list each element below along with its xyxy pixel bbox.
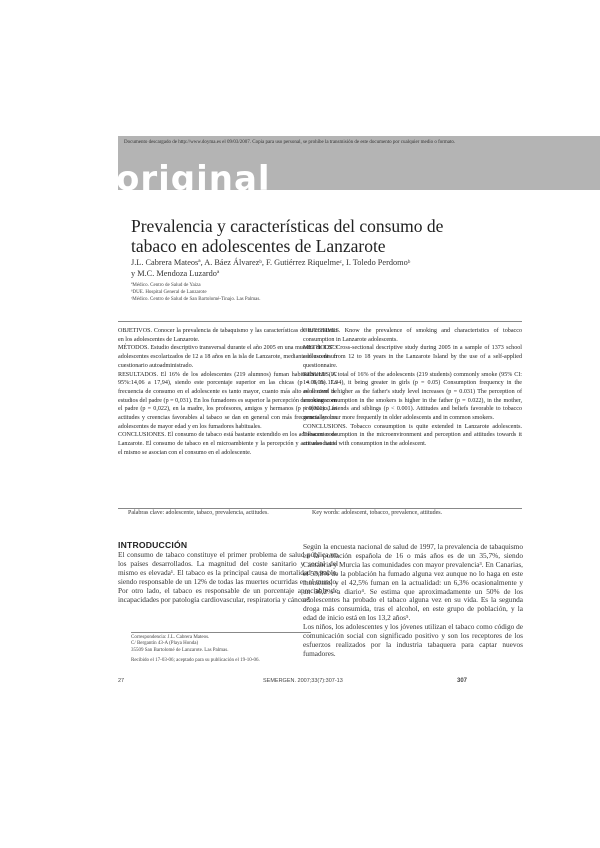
affiliation: ᵇDUE. Hospital General de Lanzarote: [131, 290, 207, 295]
abstract-results: RESULTS. A total of 16% of the adolescents (219 students) commonly smoke (95% CI: 14.06 to 17.94), it being greater in girls (p = 0.05) Consumption frequency in the adolescent is higher as the father's study level increases (p = 0.031) The perception of smoking consumption in the smokers is higher in the father (p = 0.022), in the mother, professors, friends and siblings (p < 0.001). Attitudes and beliefs favorable to tobacco generally occur more frequently in older adolescents and in common smokers.: [303, 371, 522, 422]
authors: [131, 258, 471, 279]
abstract-results: RESULTADOS. El 16% de los adolescentes (219 alumnos) fuman habitualmente (IC 95%:14,06 a 17,94), siendo este porcentaje superior en las chicas (p = 0,05). La frecuencia de consumo en el adolescente es tanto mayor, cuanto más alto es el nivel de estudios del padre (p = 0,031). En los fumadores es superior la percepción de consumo en el padre (p = 0,022), en la madre, los profesores, amigos y hermanos (p < 0,001). Las actitudes y creencias favorables al tabaco se dan en general con más frecuencia en los adolescentes de mayor edad y en los fumadores habituales.: [118, 371, 337, 430]
affiliation: ªMédico. Centro de Salud de Yaiza: [131, 283, 201, 288]
body-paragraph: Según la encuesta nacional de salud de 1997, la prevalencia de tabaquismo en la población española de 16 o más años es de un 35,7%, siendo Cantabria y Murcia las comunidades con mayor prevalencia³. En Canarias, el 53,8% de la población ha fumado alguna vez aunque no lo haga en este momento, y el 42,5% fuman en la actualidad: un 6,3% ocasionalmente y un 36,2% a diario⁴. Se estima que aproximadamente un 50% de los adolescentes ha probado el tabaco alguna vez en su vida. Es la segunda droga más consumida, tras el alcohol, en este grupo de población, y la edad de inicio está en los 13,2 años⁵.: [303, 542, 523, 623]
abstract-objectives: OBJECTIVES. Know the prevalence of smoking and characteristics of tobacco consumption in Lanzarote adolescents.: [303, 328, 522, 343]
section-heading-introduccion: INTRODUCCIÓN: [118, 540, 188, 550]
correspondence-line: C/ Bergantín 43-A (Playa Honda): [131, 641, 199, 647]
abstract-english: [303, 327, 522, 449]
abstract-methods: METHODS. Cross-sectional descriptive study during 2005 in a sample of 1373 school adolescents from 12 to 18 years in the Lanzarote Island by the use of a self-applied questionnaire.: [303, 345, 522, 369]
received-date: Recibido el 17-03-06; aceptado para su publicación el 19-10-06.: [131, 657, 260, 663]
keywords-spanish: Palabras clave: adolescente, tabaco, prevalencia, actitudes.: [128, 510, 269, 516]
authors-line-1: J.L. Cabrera Mateosª, A. Báez Álvarezᵇ, F. Gutiérrez Riquelmeᶜ, I. Toledo Perdomoᵇ: [131, 258, 411, 267]
footer-journal: SEMERGEN. 2007;33(7):307-13: [263, 678, 343, 684]
affiliation: ᶜMédico. Centro de Salud de San Bartolomé-Tinajo. Las Palmas.: [131, 297, 261, 302]
footer-left-page: 27: [118, 678, 125, 684]
affiliations: [131, 282, 431, 303]
correspondence-line: Correspondencia: J.L. Cabrera Mateos.: [131, 635, 210, 640]
body-paragraph: Los niños, los adolescentes y los jóvenes utilizan el tabaco como código de comunicación social con significado positivo y son los receptores de los esfuerzos realizados por la industria tabaquera para captar nuevos fumadores.: [303, 622, 523, 658]
correspondence-note: [131, 632, 311, 664]
body-column-right: [303, 543, 523, 659]
article-title: Prevalencia y características del consumo de tabaco en adolescentes de Lanzarote: [131, 216, 444, 256]
correspondence-line: 35509 San Bartolomé de Lanzarote. Las Palmas.: [131, 647, 229, 653]
download-notice: Documento descargado de http://www.doyma.es el 09/03/2007. Copia para uso personal, se prohíbe la transmisión de este documento por cualquier medio o formato.: [124, 140, 456, 145]
keywords-english: Key words: adolescent, tobacco, prevalence, attitudes.: [312, 510, 443, 516]
section-label: original: [116, 159, 271, 199]
abstract-objectives: OBJETIVOS. Conocer la prevalencia de tabaquismo y las características de su consumo en los adolescentes de Lanzarote.: [118, 328, 337, 343]
abstract-methods: MÉTODOS. Estudio descriptivo transversal durante el año 2005 en una muestra de 1.373 adolescentes escolarizados de 12 a 18 años en la isla de Lanzarote, mediante el uso de un cuestionario autoadministrado.: [118, 345, 337, 369]
footer-right-page: 307: [457, 678, 468, 684]
authors-line-2: y M.C. Mendoza Luzardoª: [131, 268, 220, 278]
abstract-conclusions: CONCLUSIONS. Tobacco consumption is quite extended in Lanzarote adolescents. Tobacco consumption in the microenvironment and perception and attitudes towards it are associated with consumption in the adolescent.: [303, 423, 522, 448]
body-paragraph: El consumo de tabaco constituye el primer problema de salud pública en los países desarrollados. La magnitud del coste sanitario y social del mismo es elevada¹. El tabaco es la principal causa de mortalidad evitable, siendo responsable de un 12% de todas las muertes ocurridas en el mundo. Por otro lado, el tabaco es responsable de un porcentaje apreciable de incapacidades por patología cardiovascular, respiratoria y cáncer².: [118, 550, 338, 604]
abstract-conclusions: CONCLUSIONES. El consumo de tabaco está bastante extendido en los adolescentes de Lanzarote. El consumo de tabaco en el microambiente y la percepción y actitudes hacia el mismo se asocian con el consumo en el adolescente.: [118, 432, 337, 456]
